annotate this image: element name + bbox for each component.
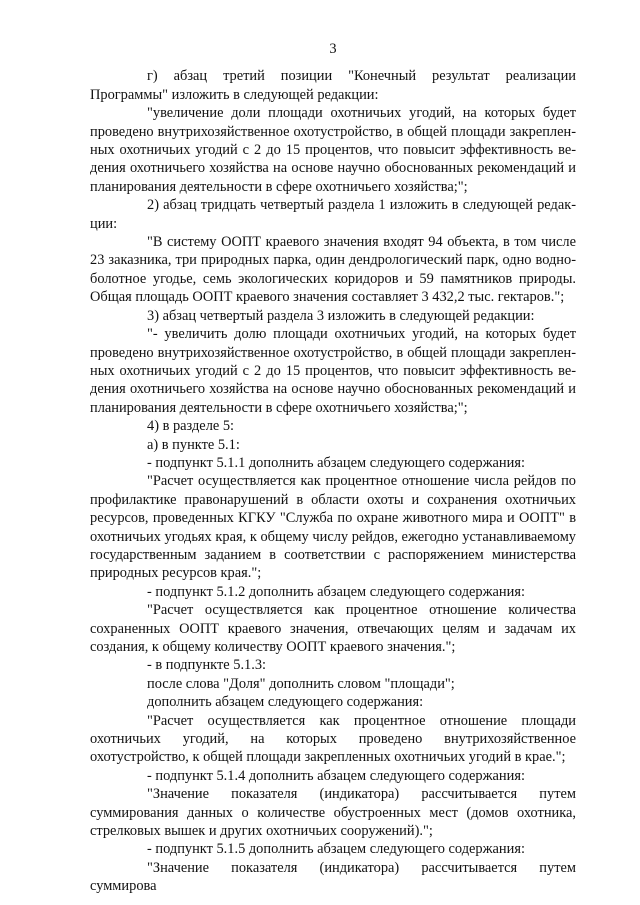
paragraph-2: "увеличение доли площади охотничьих угодий, на которых будет проведено внутрихозяйственное охотустройство, в общей площади закрепленных охотничьих угодий с 2 до 15 процентов, что повысит эффективность ведения охотничьего хозяйства на основе научно обоснованных рекомендаций и планирования деятельности в сфере охотничьего хозяйства;"; <box>90 105 576 195</box>
paragraph-17: - подпункт 5.1.4 дополнить абзацем следующего содержания: <box>147 767 525 784</box>
paragraph-4: "В систему ООПТ краевого значения входят 94 объекта, в том числе 23 заказника, три природных парка, один дендрологический парк, одно водно-болотное угодье, семь экологических коридоров и 59 памятников природы. Общая площадь ООПТ краевого значения составляет 3 432,2 тыс. гектаров."; <box>90 234 576 306</box>
paragraph-1: г) абзац третий позиции "Конечный результат реализации Программы" изложить в следующей редакции: <box>90 68 576 103</box>
paragraph-12: "Расчет осуществляется как процентное отношение количества сохраненных ООПТ краевого значения, отвечающих целям и задачам их создания, к общему количеству ООПТ краевого значения."; <box>90 602 576 655</box>
page-number: 3 <box>329 41 337 57</box>
paragraph-8: а) в пункте 5.1: <box>147 436 240 453</box>
paragraph-19: - подпункт 5.1.5 дополнить абзацем следующего содержания: <box>147 841 525 858</box>
paragraph-9: - подпункт 5.1.1 дополнить абзацем следующего содержания: <box>147 454 525 471</box>
paragraph-10: "Расчет осуществляется как процентное отношение числа рейдов по профилактике правонарушений в области охоты и сохранения охотничьих ресурсов, проведенных КГКУ "Служба по охране животного мира и ООПТ" в охотничьих угодьях края, к общему числу рейдов, ежегодно устанавливаемому государственным заданием в соответствии с распоряжением министерства природных ресурсов края."; <box>90 473 576 582</box>
paragraph-14: после слова "Доля" дополнить словом "площади"; <box>147 675 455 692</box>
paragraph-11: - подпункт 5.1.2 дополнить абзацем следующего содержания: <box>147 583 525 600</box>
paragraph-7: 4) в разделе 5: <box>147 418 235 435</box>
paragraph-6: "- увеличить долю площади охотничьих угодий, на которых будет проведено внутрихозяйственное охотустройство, в общей площади закрепленных охотничьих угодий с 2 до 15 процентов, что повысит эффективность ведения охотничьего хозяйства на основе научно обоснованных рекомендаций и планирования деятельности в сфере охотничьего хозяйства;"; <box>90 326 576 416</box>
paragraph-20: "Значение показателя (индикатора) рассчитывается путем суммирова <box>90 859 576 895</box>
paragraph-16: "Расчет осуществляется как процентное отношение площади охотничьих угодий, на которых проведено внутрихозяйственное охотустройство, к общей площади закрепленных охотничьих угодий в крае."; <box>90 712 576 766</box>
paragraph-18: "Значение показателя (индикатора) рассчитывается путем суммирования данных о количестве обустроенных мест (домов охотника, стрелковых вышек и других охотничьих сооружений)."; <box>90 786 576 840</box>
paragraph-15: дополнить абзацем следующего содержания: <box>147 694 424 711</box>
paragraph-13: - в подпункте 5.1.3: <box>147 657 267 674</box>
paragraph-5: 3) абзац четвертый раздела 3 изложить в следующей редакции: <box>147 307 535 324</box>
paragraph-3: 2) абзац тридцать четвертый раздела 1 изложить в следующей редакции: <box>90 197 576 232</box>
